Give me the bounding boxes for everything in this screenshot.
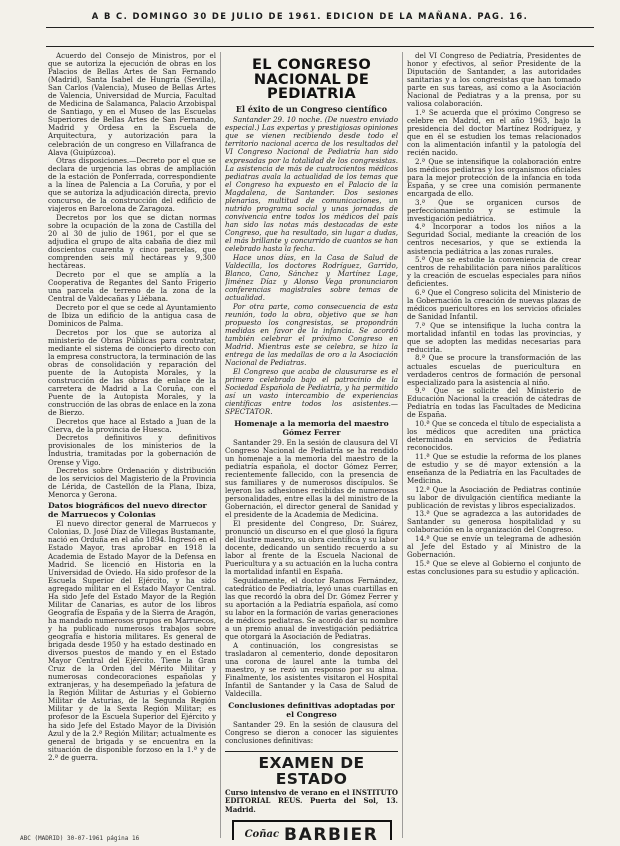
examen-estado-body: Curso intensivo de verano en el INSTITUTO EDITORIAL REUS. Puerta del Sol, 13. Madrid. bbox=[225, 788, 398, 814]
lead-paragraph: Por otra parte, como consecuencia de esta reunión, todo la obra, objetivo que se han propuesto los congresistas, se propondrán medidas en favor de la infancia. Se acordó también celebrar el próximo Congreso en Madrid. Mientras este se celebra, se hizo la entrega de las medallas de oro a la Asociación Nacional de Pediatras. bbox=[225, 301, 398, 367]
headline-congreso: EL CONGRESO NACIONAL DE PEDIATRIA bbox=[251, 56, 372, 103]
col1-paragraph: Decretos sobre Ordenación y distribución de los servicios del Magisterio de la Provincia de Lérida, de Castellón de la Plana, Ibiza, Menorca y Gerona. bbox=[48, 466, 216, 500]
column-3 bbox=[407, 52, 581, 840]
examen-estado-title: EXAMEN DE ESTADO bbox=[225, 751, 398, 787]
homenaje-paragraph: El presidente del Congreso, Dr. Suárez, pronunció un discurso en el que glosó la figura del ilustre maestro, su obra científica y su labor docente, dedicando un sentido recuerdo a su labor al frente de la Escuela Nacional de Puericultura y a su actuación en la lucha contra la mortalidad infantil en España. bbox=[225, 518, 398, 577]
col1-paragraph: Acuerdo del Consejo de Ministros, por el que se autoriza la ejecución de obras en los Palacios de Bellas Artes de San Fernando (Madrid), Santa Isabel de Hungría (Sevilla), San Carlos (Valencia), Museo de Bellas Artes de Valencia, Universidad de Murcia, Facultad de Medicina de Salamanca, Palacio Arzobispal de Santiago, y en el Museo de las Escuelas Superiores de Bellas Artes de San Fernando, Madrid y Ordesa en la Escuela de Arquitectura, y autorización para la celebración de un congreso en Villafranca de Alava (Guipúzcoa). bbox=[48, 52, 216, 157]
col3-paragraph: 9.ª Que se solicite del Ministerio de Educación Nacional la creación de cátedras de Pediatría en todas las Facultades de Medicina de España. bbox=[407, 386, 581, 420]
header-rule-top bbox=[46, 27, 594, 28]
col1-paragraph: Decretos definitivos y definitivos provisionales de los ministerios de la Industria, tramitadas por la gobernación de Orense y Vigo. bbox=[48, 433, 216, 467]
page-footer: ABC (MADRID) 30-07-1961 página 16 bbox=[20, 835, 140, 842]
biography-subheading: Datos biográficos del nuevo director de Marruecos y Colonias bbox=[48, 501, 207, 520]
column-1 bbox=[48, 52, 216, 840]
col3-paragraph: 2.ª Que se intensifique la colaboración entre los médicos pediatras y los organismos oficiales para la mejor protección de la infancia en toda España, y se cree una comisión permanente encargada de ello. bbox=[407, 156, 581, 198]
homenaje-paragraph: A continuación, los congresistas se trasladaron al cementerio, donde depositaron una corona de laurel ante la tumba del maestro, y se rezó un responso por su alma. Finalmente, los asistentes visitaron el Hospital Infantil de Santander y la Casa de Salud de Valdecilla. bbox=[225, 640, 398, 699]
col3-paragraph: 3.ª Que se organicen cursos de perfeccionamiento y se estimule la investigación pediátrica. bbox=[407, 197, 581, 223]
ad-brand: Coñac bbox=[244, 828, 280, 840]
subheading-conclusiones: Conclusiones definitivas adoptadas por el Congreso bbox=[228, 701, 395, 720]
col3-paragraph: 15.ª Que se eleve al Gobierno el conjunto de estas conclusiones para su estudio y aplicación. bbox=[407, 558, 581, 576]
col3-paragraph: 12.ª Que la Asociación de Pediatras continúe su labor de divulgación científica mediante la publicación de revistas y libros especializados. bbox=[407, 484, 581, 510]
header-rule-bottom bbox=[46, 46, 594, 47]
subhead-exito: El éxito de un Congreso científico bbox=[235, 103, 388, 114]
lead-paragraph: Hace unos días, en la Casa de Salud de Valdecilla, los doctores Rodríguez, Garrido, Blanco, Cano, Sánchez y Martínez Lage, Jiménez Díaz y Alonso Vega pronunciaron conferencias magistrales sobre temas de actualidad. bbox=[225, 252, 398, 302]
conclusiones-intro: Santander 29. En la sesión de clausura del Congreso se dieron a conocer las siguientes conclusiones definitivas: bbox=[225, 720, 398, 746]
column-2 bbox=[225, 52, 398, 840]
col3-paragraph: del VI Congreso de Pediatría, Presidentes de honor y efectivos, al señor Presidente de la Diputación de Santander, a las autoridades sanitarias y a los congresistas que han tomado parte en sus tareas, así como a la Asociación Nacional de Pediatras y a la prensa, por su valiosa colaboración. bbox=[407, 52, 581, 109]
page-header: A B C. DOMINGO 30 DE JULIO DE 1961. EDICION DE LA MAÑANA. PAG. 16. bbox=[91, 11, 529, 21]
homenaje-paragraph: Seguidamente, el doctor Ramos Fernández, catedrático de Pediatría, leyó unas cuartillas en las que recordó la obra del Dr. Gómez Ferrer y su aportación a la Pediatría española, así como su labor en la formación de varias generaciones de médicos pediatras. Se acordó dar su nombre a un premio anual de investigación pediátrica que otorgará la Asociación de Pediatras. bbox=[225, 575, 398, 642]
col1-paragraph: Decretos por los que se autoriza al ministerio de Obras Públicas para contratar, mediante el sistema de concierto directo con la empresa constructora, la terminación de las obras de consolidación y reparación del puente de la Autopista Morales, y la construcción de las obras de enlace de la carretera de Madrid a La Coruña, con el Puente de la Autopista Morales, y la construcción de las obras de enlace en la zona de Bierzo. bbox=[48, 327, 216, 418]
column-divider-2 bbox=[402, 52, 403, 838]
col3-paragraph: 13.ª Que se agradezca a las autoridades de Santander su generosa hospitalidad y su colaboración en la organización del Congreso. bbox=[407, 509, 581, 535]
col3-paragraph: 6.ª Que el Congreso solicita del Ministerio de la Gobernación la creación de nuevas plazas de médicos puericultores en los servicios oficiales de Sanidad Infantil. bbox=[407, 287, 581, 322]
lead-article bbox=[225, 116, 398, 416]
column-divider-1 bbox=[220, 52, 221, 838]
col1-paragraph: Otras disposiciones.—Decreto por el que se declara de urgencia las obras de ampliación de la estación de Ponferrada, correspondiente a la línea de Palencia a La Coruña, y por el que se autoriza la adjudicación directa, previo concurso, de la construcción del edificio de viajeros en Barcelona de Zaragoza. bbox=[48, 156, 216, 214]
lead-paragraph: El Congreso que acaba de clausurarse es el primero celebrado bajo el patrocinio de la Sociedad Española de Pediatría, y ha permitido así un vasto intercambio de experiencias científicas entre todos los asistentes.—SPECTATOR. bbox=[225, 366, 398, 416]
subheading-homenaje: Homenaje a la memoria del maestro Gómez Ferrer bbox=[234, 418, 389, 437]
col3-paragraph: 1.ª Se acuerda que el próximo Congreso se celebre en Madrid, en el año 1963, bajo la presidencia del doctor Martínez Rodríguez, y que en él se estudien los temas relacionados con la alimentación infantil y la patología del recién nacido. bbox=[407, 107, 581, 158]
col3-paragraph: 10.ª Que se conceda el título de especialista a los médicos que acrediten una práctica determinada en servicios de Pediatría reconocidos. bbox=[407, 419, 581, 453]
lead-paragraph: Santander 29. 10 noche. (De nuestro enviado especial.) Las expertas y prestigiosas opiniones que se vienen recibiendo desde todo el territorio nacional acerca de los resultados del VI Congreso Nacional de Pediatría han sido expresadas por la totalidad de los congresistas. La asistencia de más de cuatrocientos médicos pediatras avala la actualidad de los temas que el Congreso ha expuesto en el Palacio de la Magdalena, de Santander. Dos sesiones plenarias, multitud de comunicaciones, un nutrido programa social y unas jornadas de convivencia entre todos los médicos del país han sido las notas más destacadas de este Congreso, que ha resultado, sin lugar a dudas, el más brillante y concurrido de cuantos se han celebrado hasta la fecha. bbox=[225, 115, 398, 254]
biography-paragraph: El nuevo director general de Marruecos y Colonias, D. José Díaz de Villegas Bustamante, nació en Orduña en el año 1894. Ingresó en el Estado Mayor, tras aprobar en 1918 la Academia de Estado Mayor de la Defensa en Madrid. Se licenció en Historia en la Universidad de Oviedo. Ha sido profesor de la Escuela Superior del Ejército, y ha sido agregado militar en el Estado Mayor Central. Ha sido Jefe del Estado Mayor de la Región Militar de Canarias, es autor de los libros Geografía de España y de la Sierra de Aragón, ha mandado numerosos grupos en Marruecos, y ha publicado numerosos trabajos sobre geografía e historia militares. Es general de brigada desde 1950 y ha estado destinado en diversos puestos de mando y en el Estado Mayor Central del Ejército. Tiene la Gran Cruz de la Orden del Mérito Militar y numerosas condecoraciones españolas y extranjeras, y ha desempeñado la jefatura de la Región Militar de Asturias y el Gobierno Militar de Asturias, de la Segunda Región Militar y de la Sexta Región Militar; es profesor de la Escuela Superior del Ejército y ha sido Jefe del Estado Mayor de la División Azul y de la 2.ª Región Militar; actualmente es general de brigada y se encuentra en la situación de disponible forzoso en la 1.ª y de 2.ª de guerra. bbox=[48, 519, 216, 762]
col3-paragraph: 11.ª Que se estudie la reforma de los planes de estudio y se dé mayor extensión a la enseñanza de la Pediatría en las Facultades de Medicina. bbox=[407, 451, 581, 485]
col3-paragraph: 8.ª Que se procure la transformación de las actuales escuelas de puericultura en verdaderos centros de formación de personal especializado para la asistencia al niño. bbox=[407, 353, 581, 387]
ad-name: BARBIER bbox=[284, 824, 379, 840]
col3-paragraph: 14.ª Que se envíe un telegrama de adhesión al Jefe del Estado y al Ministro de la Gobernación. bbox=[407, 534, 581, 560]
col3-paragraph: 4.ª Incorporar a todos los niños a la Seguridad Social, mediante la creación de los centros necesarios, y que se extienda la asistencia pediátrica a las zonas rurales. bbox=[407, 222, 581, 256]
col1-paragraph: Decretos que hace al Estado a Juan de la Cierva, de la provincia de Huesca. bbox=[48, 416, 216, 434]
col3-paragraph: 5.ª Que se estudie la conveniencia de crear centros de rehabilitación para niños paralíticos y la creación de escuelas especiales para niños deficientes. bbox=[407, 255, 581, 289]
col3-paragraph: 7.ª Que se intensifique la lucha contra la mortalidad infantil en todas las provincias, y que se adopten las medidas necesarias para reducirla. bbox=[407, 320, 581, 354]
col1-paragraph: Decreto por el que se cede al Ayuntamiento de Ibiza un edificio de la antigua casa de Dominicos de Palma. bbox=[48, 302, 216, 328]
col1-paragraph: Decretos por los que se dictan normas sobre la ocupación de la zona de Castilla del 20 al 30 de julio de 1961, por el que se adjudica el grupo de alta cabaña de diez mil doscientos cuarenta y cinco parcelas, que comprenden seis mil hectáreas y 9,300 hectáreas. bbox=[48, 213, 216, 271]
col1-paragraph: Decreto por el que se amplía a la Cooperativa de Regantes del Santo Frigerio una parcela de terreno de la zona de la Central de Valdecañas y Liébana. bbox=[48, 270, 216, 304]
homenaje-paragraph: Santander 29. En la sesión de clausura del VI Congreso Nacional de Pediatría se ha rendido un homenaje a la memoria del maestro de la pediatría española, el doctor Gómez Ferrer, recientemente fallecido, con la presencia de sus familiares y de numerosos discípulos. Se leyeron las adhesiones recibidas de numerosas personalidades, entre ellas la del ministro de la Gobernación, el director general de Sanidad y el presidente de la Academia de Medicina. bbox=[225, 437, 398, 520]
col1-paragraphs bbox=[48, 52, 216, 499]
